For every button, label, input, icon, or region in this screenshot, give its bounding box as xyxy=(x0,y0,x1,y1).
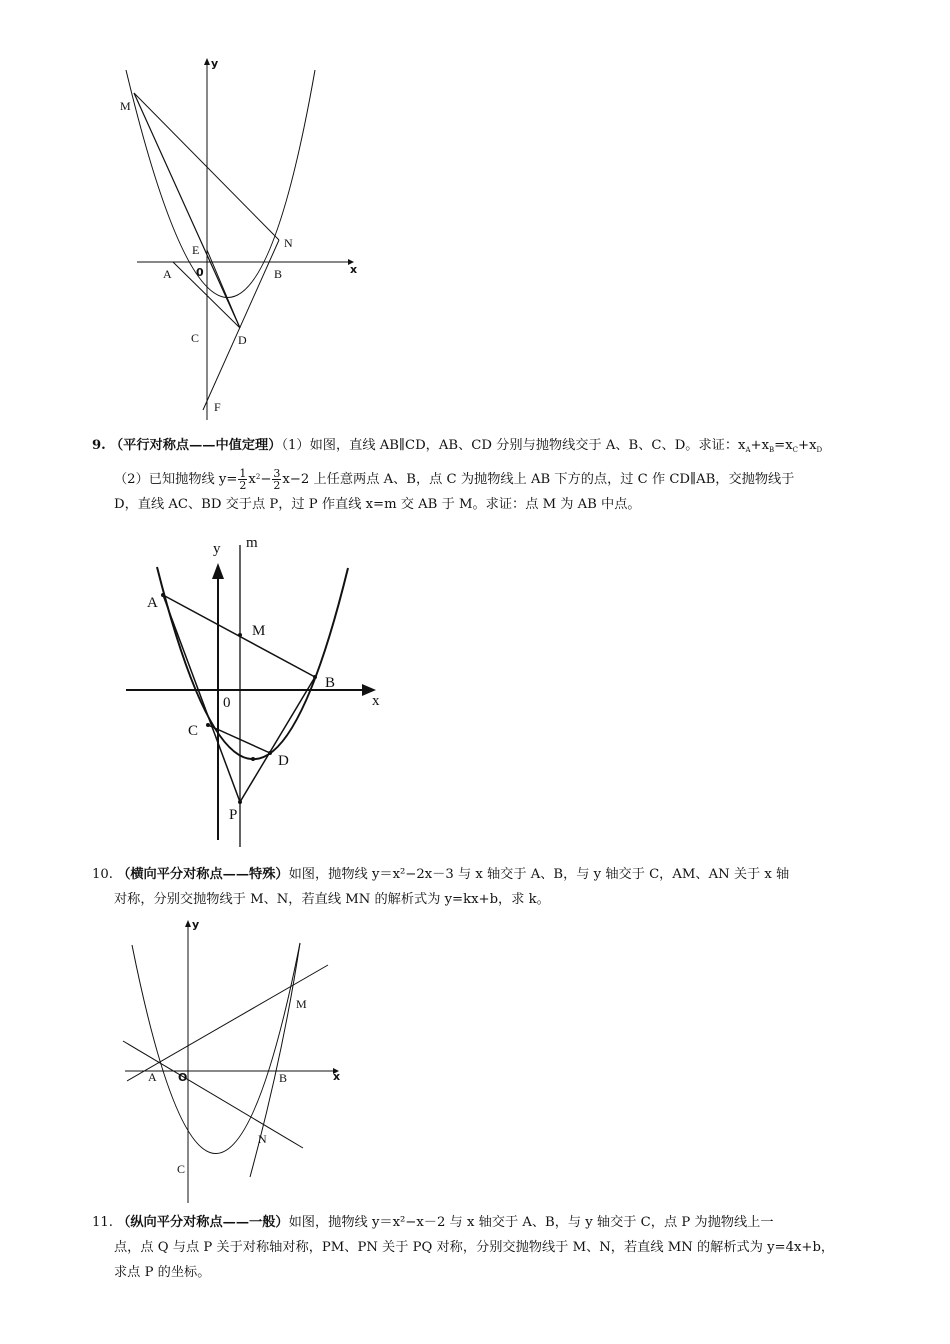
problem-9-number: 9. xyxy=(92,438,106,453)
label-x: x xyxy=(372,693,380,709)
part1-text-b: +x xyxy=(750,438,770,453)
point-B xyxy=(313,675,317,679)
label-O: 0 xyxy=(223,695,231,711)
label-M: M xyxy=(252,623,266,639)
label-C: C xyxy=(191,331,200,345)
label-y: y xyxy=(213,541,221,557)
label-D: D xyxy=(278,753,289,769)
figure-2-svg xyxy=(120,535,390,850)
sub-D: D xyxy=(816,446,823,454)
line-AM xyxy=(127,965,328,1081)
frac2-den: 2 xyxy=(273,479,281,492)
frac1-den: 2 xyxy=(239,479,247,492)
label-N: N xyxy=(258,1132,267,1146)
label-O: 0 xyxy=(196,266,204,279)
problem-11-line2: 点，点 Q 与点 P 关于对称轴对称，PM、PN 关于 PQ 对称，分别交抛物线于 M、N，若直线 MN 的解析式为 y=4x+b， xyxy=(114,1240,835,1255)
label-E: E xyxy=(192,243,200,257)
label-B: B xyxy=(274,267,283,281)
label-D: D xyxy=(238,333,247,347)
label-M: M xyxy=(120,99,131,113)
problem-10-line2: 对称，分别交抛物线于 M、N，若直线 MN 的解析式为 y=kx+b，求 k。 xyxy=(114,892,550,907)
label-A: A xyxy=(163,267,172,281)
figure-1-svg xyxy=(110,55,370,425)
line-AN xyxy=(123,1041,303,1148)
point-M xyxy=(238,633,242,637)
sub-A: A xyxy=(745,446,751,454)
label-A: A xyxy=(148,1070,157,1084)
label-M: M xyxy=(296,997,307,1011)
problem-9-part2-line1 xyxy=(92,465,882,492)
label-C: C xyxy=(188,723,199,739)
label-x: x xyxy=(333,1070,341,1083)
problem-10-number: 10. xyxy=(92,867,113,882)
label-y: y xyxy=(192,918,200,931)
part1-text-c: =x xyxy=(774,438,793,453)
label-O: O xyxy=(178,1071,188,1084)
problem-10-line1: 如图，抛物线 y＝x²−2x－3 与 x 轴交于 A、B，与 y 轴交于 C，AM、AN 关于 x 轴 xyxy=(288,867,790,882)
sup-2: 2 xyxy=(255,473,261,481)
parabola xyxy=(157,567,348,759)
label-F: F xyxy=(214,400,221,414)
label-N: N xyxy=(284,236,293,250)
parabola xyxy=(132,943,300,1154)
problem-11-title: （纵向平分对称点——一般） xyxy=(117,1215,289,1230)
problem-11 xyxy=(92,1210,882,1285)
figure-3 xyxy=(115,915,350,1205)
part2-minus: − xyxy=(260,472,272,487)
part2-x: x xyxy=(248,472,256,487)
problem-11-number: 11. xyxy=(92,1215,113,1230)
problem-11-line1: 如图，抛物线 y＝x²−x－2 与 x 轴交于 A、B，与 y 轴交于 C，点 P 为抛物线上一 xyxy=(288,1215,774,1230)
line-MD xyxy=(134,93,240,328)
frac1-num: 1 xyxy=(239,467,247,480)
problem-10 xyxy=(92,862,882,912)
problem-9 xyxy=(92,433,882,517)
part2-text-a: （2）已知抛物线 y= xyxy=(114,472,238,487)
y-axis-arrow xyxy=(212,563,224,579)
part1-text-a: （1）如图，直线 AB∥CD，AB、CD 分别与抛物线交于 A、B、C、D。求证：x xyxy=(281,438,746,453)
point-A xyxy=(161,593,165,597)
frac2-num: 3 xyxy=(273,467,281,480)
label-C: C xyxy=(177,1162,186,1176)
label-B: B xyxy=(279,1071,288,1085)
parabola xyxy=(126,70,315,298)
sub-C: C xyxy=(792,446,799,454)
figure-2 xyxy=(120,535,390,850)
sub-B: B xyxy=(769,446,775,454)
label-x: x xyxy=(350,263,358,276)
fraction-3-2 xyxy=(272,468,281,491)
part1-text-d: +x xyxy=(798,438,817,453)
problem-11-line3: 求点 P 的坐标。 xyxy=(114,1265,211,1280)
label-P: P xyxy=(229,807,238,823)
problem-9-part1 xyxy=(281,438,822,453)
part2-text-b: x−2 上任意两点 A、B，点 C 为抛物线上 AB 下方的点，过 C 作 CD∥AB，交抛物线于 xyxy=(282,472,795,487)
point-vertex xyxy=(251,757,255,761)
problem-9-title: （平行对称点——中值定理） xyxy=(109,438,282,453)
figure-3-svg xyxy=(115,915,350,1205)
label-A: A xyxy=(147,595,158,611)
label-m: m xyxy=(246,535,258,551)
label-B: B xyxy=(325,675,336,691)
label-y: y xyxy=(211,57,219,70)
line-BP xyxy=(240,677,315,802)
y-axis-arrow xyxy=(204,58,210,65)
point-C xyxy=(206,723,210,727)
problem-9-part2-line2: D，直线 AC、BD 交于点 P，过 P 作直线 x=m 交 AB 于 M。求证：点 M 为 AB 中点。 xyxy=(114,497,641,512)
point-D xyxy=(268,751,272,755)
y-axis-arrow xyxy=(185,920,191,927)
line-NF xyxy=(203,240,279,410)
figure-1 xyxy=(110,55,370,425)
problem-10-title: （横向平分对称点——特殊） xyxy=(117,867,289,882)
fraction-1-2 xyxy=(238,468,247,491)
point-P xyxy=(238,800,242,804)
